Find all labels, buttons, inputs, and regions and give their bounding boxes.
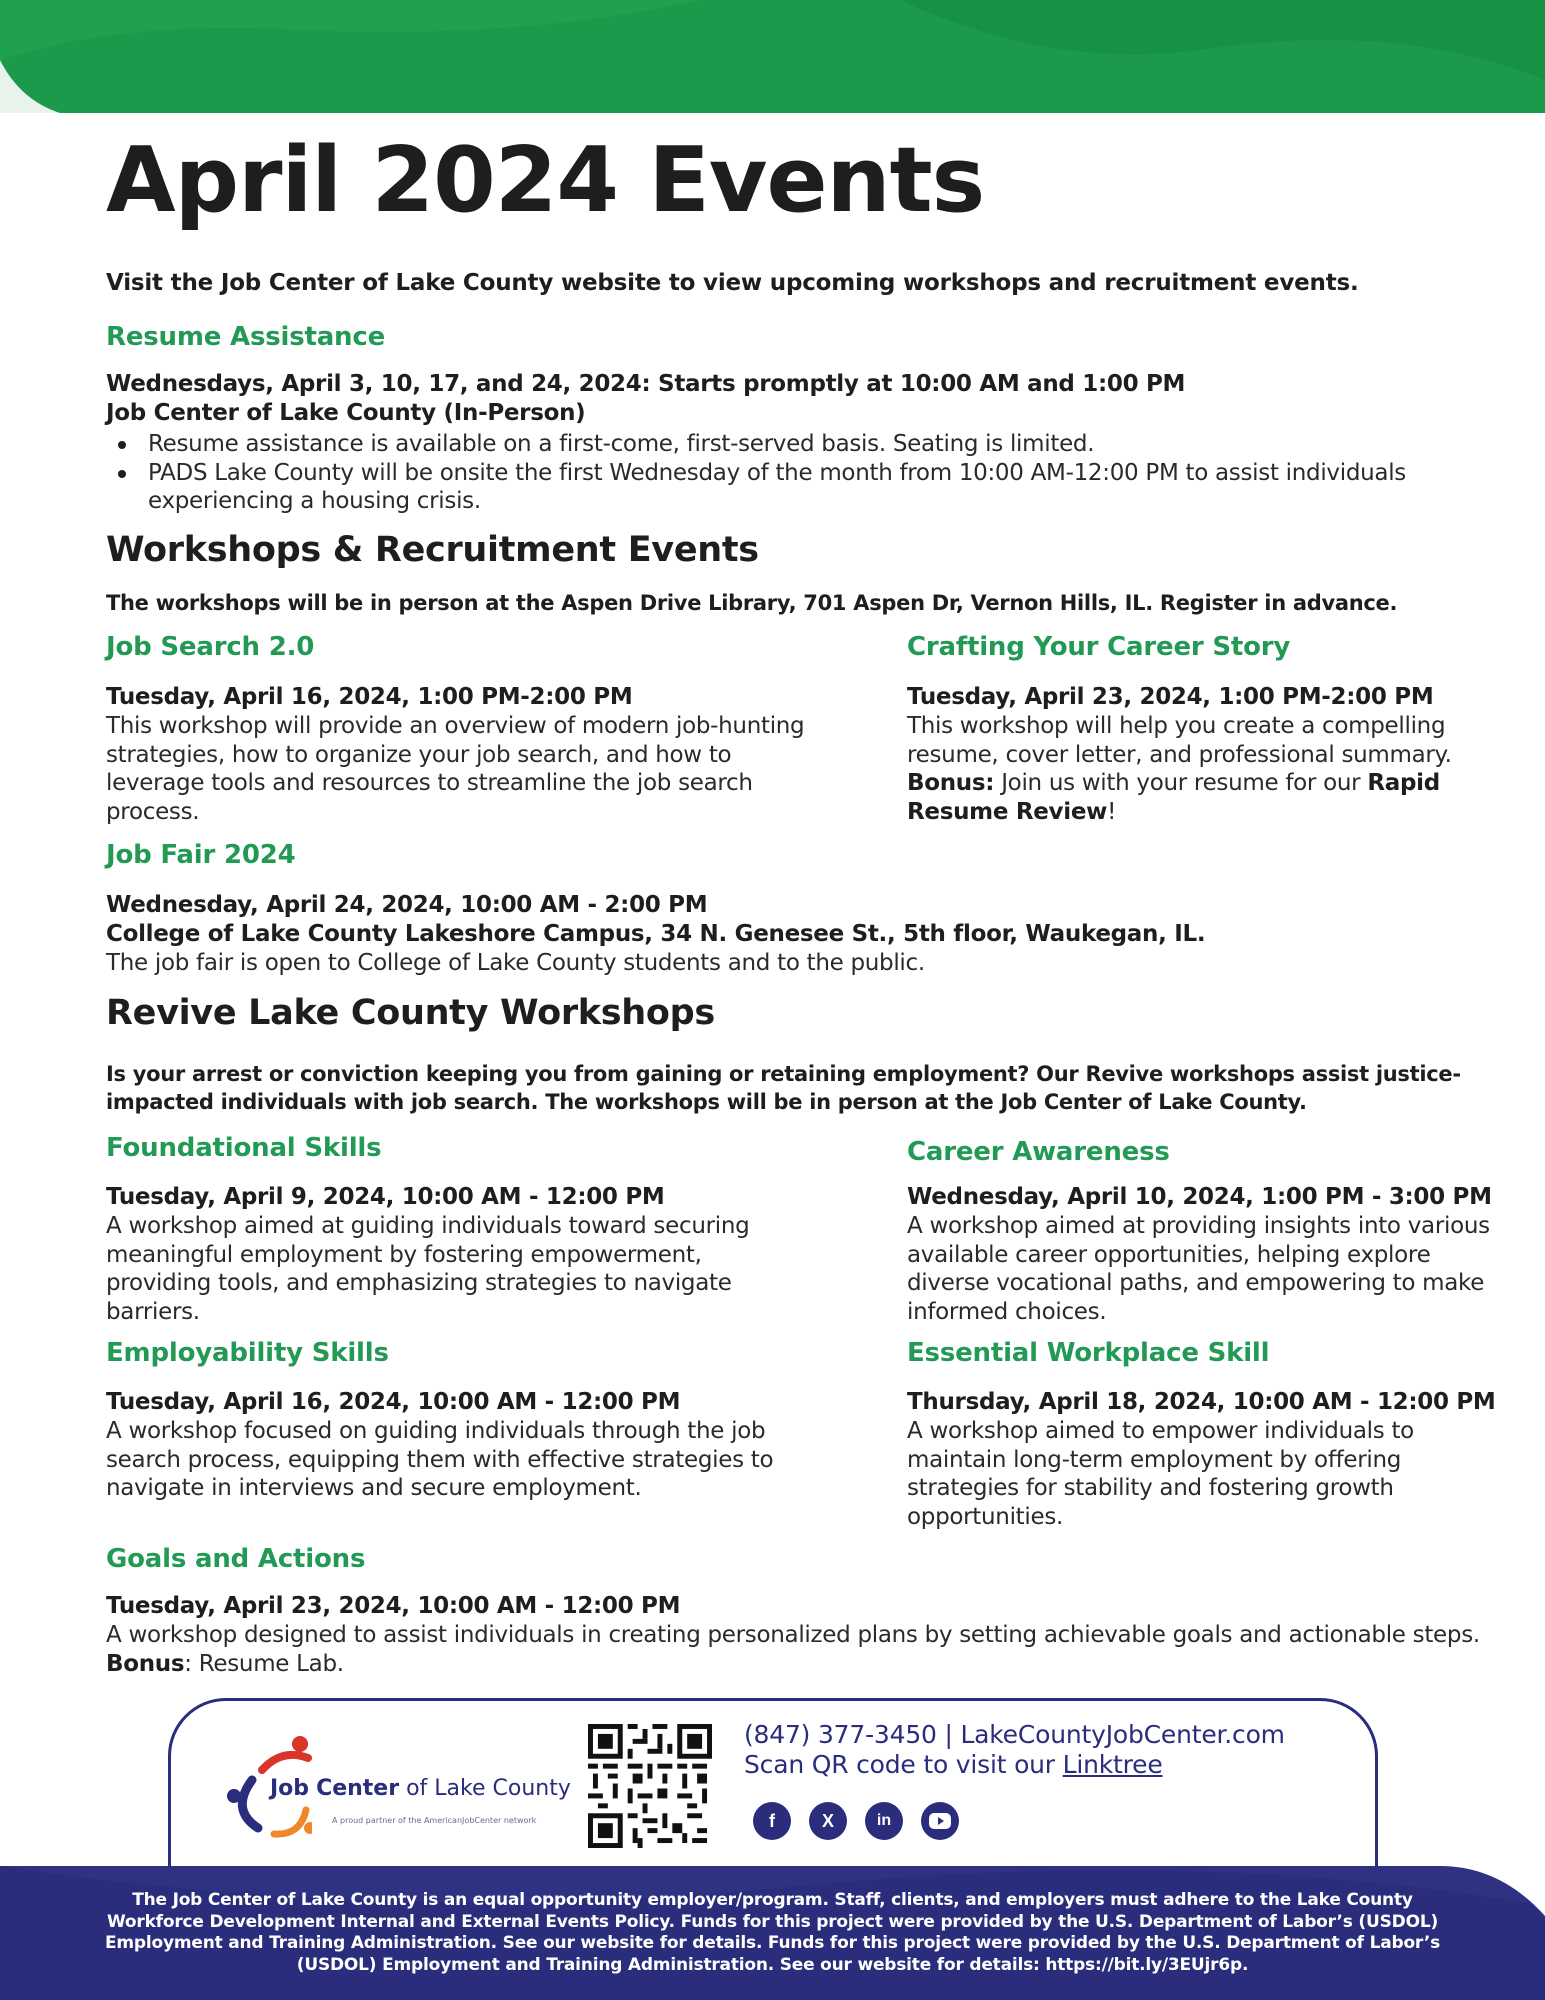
foundational-date: Tuesday, April 9, 2024, 10:00 AM - 12:00 PM (106, 1184, 665, 1210)
resume-bullet-list (106, 430, 1486, 516)
career-awareness-heading: Career Awareness (907, 1137, 1170, 1167)
job-center-logo[interactable] (222, 1730, 571, 1840)
list-item: Resume assistance is available on a first-come, first-served basis. Seating is limited. (106, 430, 1486, 459)
logo-tagline: A proud partner of the AmericanJobCenter network (332, 1816, 537, 1825)
linkedin-icon[interactable]: in (865, 1802, 903, 1840)
job-fair-text: The job fair is open to College of Lake County students and to the public. (106, 950, 925, 976)
resume-heading: Resume Assistance (106, 322, 386, 352)
employability-text: A workshop focused on guiding individuals through the job search process, equipping them with effective strategies to navigate in interviews and secure employment. (106, 1418, 774, 1501)
resume-where: Job Center of Lake County (In-Person) (106, 400, 586, 426)
job-search-date: Tuesday, April 16, 2024, 1:00 PM-2:00 PM (106, 684, 633, 710)
employability-heading: Employability Skills (106, 1338, 389, 1368)
youtube-icon[interactable] (921, 1802, 959, 1840)
job-search-text: This workshop will provide an overview of modern job-hunting strategies, how to organize your job search, and how to leverage tools and resources to streamline the job search process. (106, 713, 805, 825)
qr-caption: Scan QR code to visit our Linktree (744, 1750, 1163, 1779)
workshops-note: The workshops will be in person at the Aspen Drive Library, 701 Aspen Dr, Vernon Hills, IL. Register in advance. (106, 591, 1398, 615)
career-story-text: This workshop will help you create a compelling resume, cover letter, and professional summary. Bonus: Join us with your resume for our Rapid Resume Review! (907, 713, 1452, 825)
career-awareness-text: A workshop aimed at providing insights into various available career opportunities, helping explore diverse vocational paths, and empowering to make informed choices. (907, 1213, 1490, 1325)
essential-date: Thursday, April 18, 2024, 10:00 AM - 12:00 PM (907, 1389, 1496, 1415)
top-banner (0, 0, 1545, 113)
job-fair-location: College of Lake County Lakeshore Campus, 34 N. Genesee St., 5th floor, Waukegan, IL. (106, 921, 1206, 947)
page-title: April 2024 Events (106, 128, 985, 233)
job-fair-date: Wednesday, April 24, 2024, 10:00 AM - 2:00 PM (106, 892, 708, 918)
qr-code-icon[interactable] (588, 1724, 712, 1848)
goals-text: A workshop designed to assist individuals in creating personalized plans by setting achievable goals and actionable steps. Bonus: Resume Lab. (106, 1622, 1480, 1677)
footer-disclaimer: The Job Center of Lake County is an equal opportunity employer/program. Staff, clients, and employers must adhere to the Lake County Workforce Development Internal and External Events Policy. Funds for this project were provided by the U.S. Department of Labor’s (USDOL) Employment and Training Administration. See our website for details. Funds for this project were provided by the U.S. Department of Labor’s (USDOL) Employment and Training Administration. See our website for details: https://bit.ly/3EUjr6p. (104, 1890, 1440, 1975)
goals-date: Tuesday, April 23, 2024, 10:00 AM - 12:00 PM (106, 1593, 681, 1619)
revive-note: Is your arrest or conviction keeping you from gaining or retaining employment? Our Revive workshops assist justice-impacted individuals with job search. The workshops will be in person at the Job Center of Lake County. (106, 1062, 1461, 1114)
resume-when: Wednesdays, April 3, 10, 17, and 24, 2024: Starts promptly at 10:00 AM and 1:00 PM (106, 371, 1186, 397)
linktree-link[interactable]: Linktree (1062, 1750, 1163, 1779)
x-icon[interactable]: X (809, 1802, 847, 1840)
contact-block (744, 1720, 1285, 1780)
contact-line[interactable]: (847) 377-3450 | LakeCountyJobCenter.com (744, 1720, 1285, 1749)
job-search-heading: Job Search 2.0 (106, 632, 315, 662)
workshops-heading: Workshops & Recruitment Events (106, 530, 759, 570)
list-item: PADS Lake County will be onsite the first Wednesday of the month from 10:00 AM-12:00 PM to assist individuals experiencing a housing crisis. (106, 459, 1486, 516)
job-fair-heading: Job Fair 2024 (106, 840, 296, 870)
logo-wordmark: Job Center of Lake County (270, 1776, 571, 1801)
facebook-icon[interactable]: f (753, 1802, 791, 1840)
essential-text: A workshop aimed to empower individuals to maintain long-term employment by offering strategies for stability and fostering growth opportunities. (907, 1418, 1414, 1530)
revive-heading: Revive Lake County Workshops (106, 993, 715, 1033)
career-awareness-date: Wednesday, April 10, 2024, 1:00 PM - 3:00 PM (907, 1184, 1492, 1210)
employability-date: Tuesday, April 16, 2024, 10:00 AM - 12:00 PM (106, 1389, 681, 1415)
foundational-heading: Foundational Skills (106, 1133, 382, 1163)
career-story-heading: Crafting Your Career Story (907, 632, 1291, 662)
intro-text: Visit the Job Center of Lake County website to view upcoming workshops and recruitment events. (106, 270, 1359, 296)
career-story-date: Tuesday, April 23, 2024, 1:00 PM-2:00 PM (907, 684, 1434, 710)
goals-heading: Goals and Actions (106, 1544, 366, 1574)
essential-heading: Essential Workplace Skill (907, 1338, 1270, 1368)
foundational-text: A workshop aimed at guiding individuals toward securing meaningful employment by fostering empowerment, providing tools, and emphasizing strategies to navigate barriers. (106, 1213, 750, 1325)
